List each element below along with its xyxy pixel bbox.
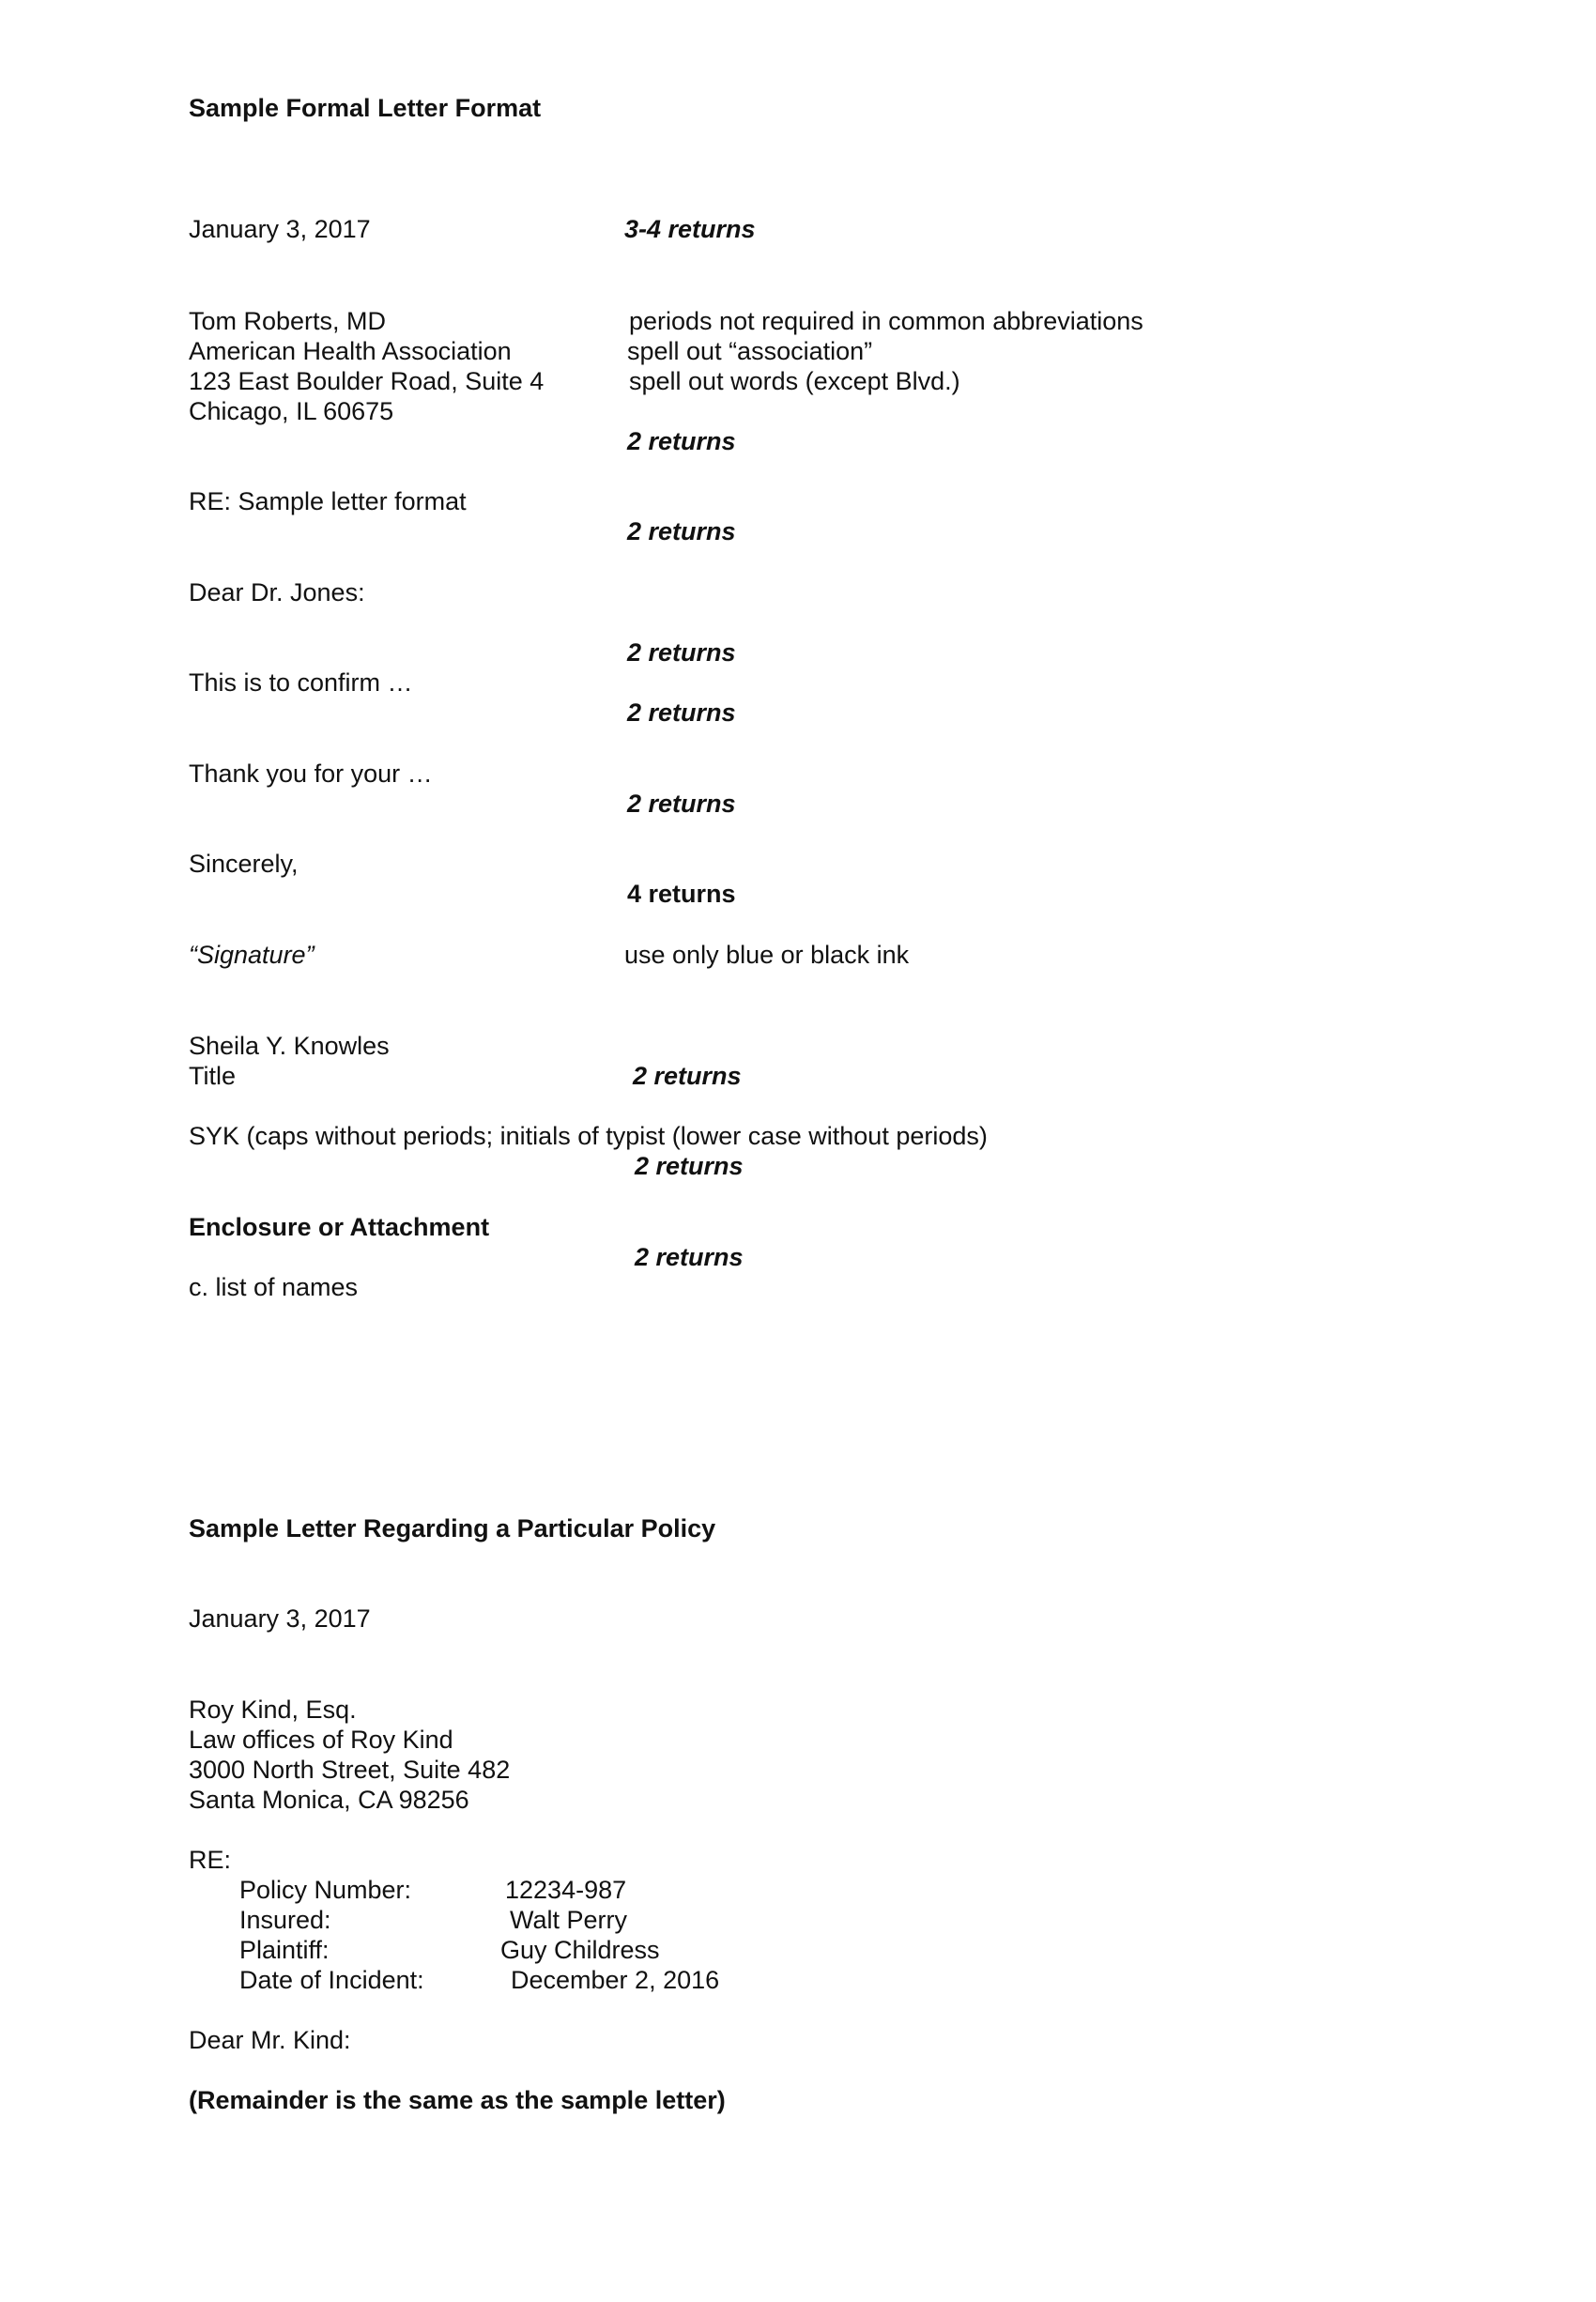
re-item-value: Guy Childress: [500, 1936, 660, 1964]
note-after-re: 2 returns: [627, 517, 736, 545]
signature: “Signature”: [189, 941, 315, 969]
addressee-street: 123 East Boulder Road, Suite 4: [189, 367, 545, 395]
note-date-returns: 3-4 returns: [624, 215, 756, 243]
policy-salutation: Dear Mr. Kind:: [189, 2026, 351, 2054]
letter-date: January 3, 2017: [189, 215, 371, 243]
note-abbreviations: periods not required in common abbreviations: [629, 307, 1143, 335]
policy-addressee-org: Law offices of Roy Kind: [189, 1726, 453, 1754]
policy-letter-date: January 3, 2017: [189, 1604, 371, 1633]
re-item-label: Plaintiff:: [239, 1936, 330, 1964]
initials-line: SYK (caps without periods; initials of typist (lower case without periods): [189, 1122, 988, 1150]
signer-title: Title: [189, 1062, 237, 1090]
note-after-paragraph-1: 2 returns: [627, 698, 736, 727]
re-line: RE: Sample letter format: [189, 487, 467, 515]
re-item-label: Date of Incident:: [239, 1966, 424, 1994]
salutation: Dear Dr. Jones:: [189, 578, 365, 606]
enclosure-line: Enclosure or Attachment: [189, 1213, 490, 1241]
section2-heading: Sample Letter Regarding a Particular Policy: [189, 1514, 716, 1542]
note-spell-out-words: spell out words (except Blvd.): [629, 367, 960, 395]
note-after-address: 2 returns: [627, 427, 736, 455]
note-after-paragraph-2: 2 returns: [627, 790, 736, 818]
policy-addressee-name: Roy Kind, Esq.: [189, 1696, 357, 1724]
signature-ink-note: use only blue or black ink: [624, 941, 910, 969]
policy-addressee-city: Santa Monica, CA 98256: [189, 1786, 469, 1814]
remainder-note: (Remainder is the same as the sample letter): [189, 2086, 726, 2114]
closing: Sincerely,: [189, 850, 299, 878]
re-item-value: Walt Perry: [510, 1906, 628, 1934]
note-after-title: 2 returns: [633, 1062, 742, 1090]
re-item-label: Policy Number:: [239, 1876, 412, 1904]
note-after-salutation: 2 returns: [627, 638, 736, 667]
signer-name: Sheila Y. Knowles: [189, 1032, 390, 1060]
re-item-value: 12234-987: [505, 1876, 627, 1904]
note-after-closing: 4 returns: [627, 880, 736, 908]
body-paragraph-1: This is to confirm …: [189, 668, 413, 697]
policy-re-label: RE:: [189, 1846, 232, 1874]
addressee-org: American Health Association: [189, 337, 512, 365]
note-association: spell out “association”: [627, 337, 873, 365]
section1-heading: Sample Formal Letter Format: [189, 94, 542, 122]
note-after-initials: 2 returns: [635, 1152, 744, 1180]
re-item-value: December 2, 2016: [511, 1966, 720, 1994]
policy-addressee-street: 3000 North Street, Suite 482: [189, 1756, 511, 1784]
note-after-enclosure: 2 returns: [635, 1243, 744, 1271]
cc-line: c. list of names: [189, 1273, 359, 1301]
body-paragraph-2: Thank you for your …: [189, 760, 433, 788]
addressee-name: Tom Roberts, MD: [189, 307, 387, 335]
addressee-city: Chicago, IL 60675: [189, 397, 394, 425]
re-item-label: Insured:: [239, 1906, 331, 1934]
